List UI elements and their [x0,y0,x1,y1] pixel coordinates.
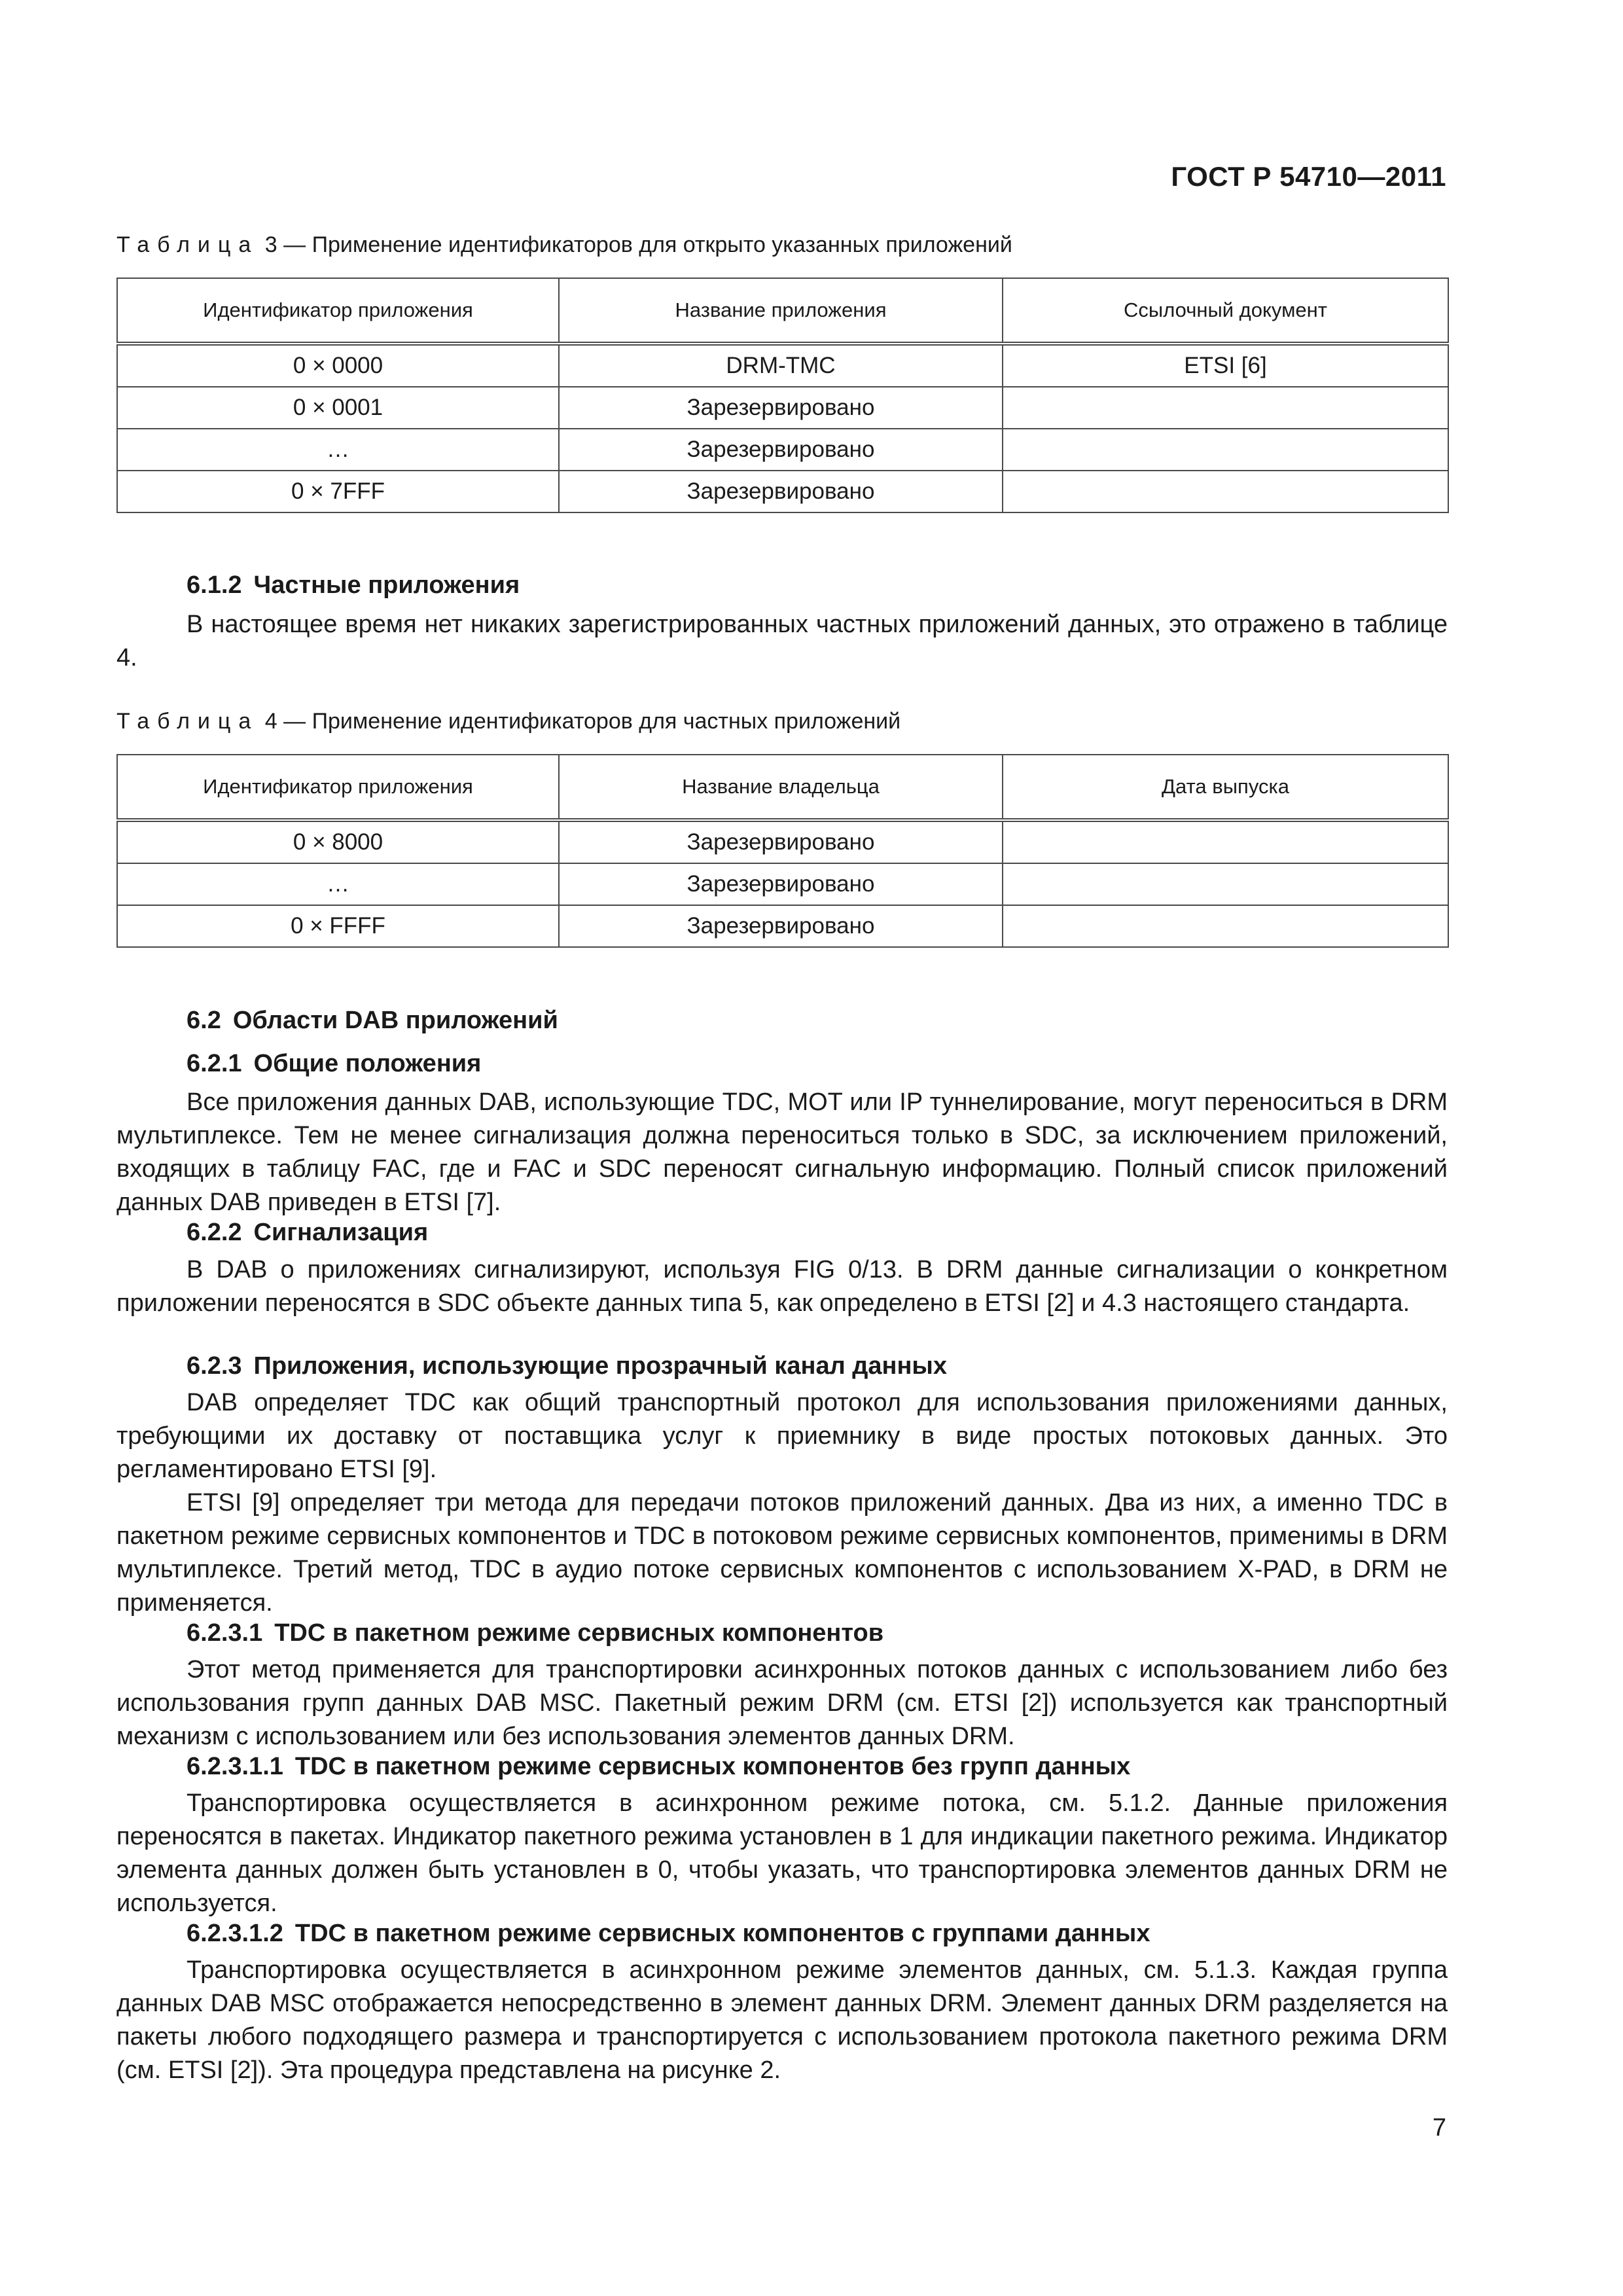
table3-col-3: Ссылочный документ [1003,278,1448,344]
heading-6-2-3-1-2: 6.2.3.1.2 TDC в пакетном режиме сервисных компонентов с группами данных [187,1920,1150,1947]
table-cell [1003,471,1448,512]
table-row [117,471,1448,512]
table-cell: ETSI [6] [1003,344,1448,387]
table-cell: DRM-TMC [559,344,1003,387]
table4-col-3: Дата выпуска [1003,755,1448,820]
table-cell: Зарезервировано [559,429,1003,471]
table4 [116,754,1449,948]
heading-6-1-2: 6.1.2 Частные приложения [187,571,520,599]
paragraph-6-2-3-1-1: Транспортировка осуществляется в асинхронном режиме потока, см. 5.1.2. Данные приложения переносятся в пакетах. Индикатор пакетного режима установлен в 1 для индикации пакетного режима. Индикатор элемента данных должен быть установлен в 0, чтобы указать, что транспортировка элементов данных DRM не используется. [116,1789,1448,1917]
document-code: ГОСТ Р 54710—2011 [1171,161,1446,192]
table-row [117,863,1448,905]
table3-col-2: Название приложения [559,278,1003,344]
heading-6-2-3: 6.2.3 Приложения, использующие прозрачный канал данных [187,1352,948,1380]
table-cell [1003,387,1448,429]
table-cell: 0 × FFFF [117,905,559,947]
table3-col-1: Идентификатор приложения [117,278,559,344]
table-cell: Зарезервировано [559,863,1003,905]
table4-col-2: Название владельца [559,755,1003,820]
table-cell: 0 × 0000 [117,344,559,387]
heading-6-2-3-1-1: 6.2.3.1.1 TDC в пакетном режиме сервисных компонентов без групп данных [187,1753,1131,1780]
table-cell: 0 × 7FFF [117,471,559,512]
table-row [117,820,1448,863]
table4-caption [116,709,901,734]
table-cell [1003,905,1448,947]
table-row [117,387,1448,429]
table-cell [1003,863,1448,905]
table-cell [1003,429,1448,471]
paragraph-6-2-3-1-2: Транспортировка осуществляется в асинхронном режиме элементов данных, см. 5.1.3. Каждая группа данных DAB MSC отображается непосредственно в элемент данных DRM. Элемент данных DRM разделяется на пакеты любого подходящего размера и транспортируется с использованием протокола пакетного режима DRM (см. ETSI [2]). Эта процедура представлена на рисунке 2. [116,1956,1448,2084]
table-cell: Зарезервировано [559,905,1003,947]
heading-6-2-1: 6.2.1 Общие положения [187,1050,482,1077]
heading-6-2: 6.2 Области DAB приложений [187,1007,558,1034]
paragraph-6-2-2: В DAB о приложениях сигнализируют, используя FIG 0/13. В DRM данные сигнализации о конкретном приложении переносятся в SDC объекте данных типа 5, как определено в ETSI [2] и 4.3 настоящего стандарта. [116,1256,1448,1317]
table-row [117,344,1448,387]
table3 [116,278,1449,513]
table-cell: 0 × 8000 [117,820,559,863]
table3-caption-word: Таблица [116,232,259,257]
table-cell: 0 × 0001 [117,387,559,429]
table-cell: Зарезервировано [559,387,1003,429]
table4-caption-text: 4 — Применение идентификаторов для частных приложений [264,709,901,734]
table3-caption [116,232,1012,258]
page-number: 7 [1432,2114,1446,2142]
table-cell: Зарезервировано [559,820,1003,863]
heading-6-2-3-1: 6.2.3.1 TDC в пакетном режиме сервисных компонентов [187,1619,884,1647]
table-row [117,429,1448,471]
table-row [117,905,1448,947]
paragraph-6-2-1: Все приложения данных DAB, использующие TDC, MOT или IP туннелирование, могут переноситься в DRM мультиплексе. Тем не менее сигнализация должна переноситься только в SDC, за исключением приложений, входящих в таблицу FAC, где и FAC и SDC переносят сигнальную информацию. Полный список приложений данных DAB приведен в ETSI [7]. [116,1088,1448,1216]
paragraph-6-1-2: В настоящее время нет никаких зарегистрированных частных приложений данных, это отражено в таблице 4. [116,611,1448,672]
table4-caption-word: Таблица [116,709,259,734]
heading-6-2-2: 6.2.2 Сигнализация [187,1219,429,1246]
table-cell [1003,820,1448,863]
paragraph-6-2-3-a: DAB определяет TDC как общий транспортный протокол для использования приложениями данных, требующими их доставку от поставщика услуг к приемнику в виде простых потоковых данных. Это регламентировано ETSI [9]. [116,1389,1448,1483]
table-header-row [117,278,1448,344]
table-cell: Зарезервировано [559,471,1003,512]
paragraph-6-2-3-b: ETSI [9] определяет три метода для передачи потоков приложений данных. Два из них, а именно TDC в пакетном режиме сервисных компонентов и TDC в потоковом режиме сервисных компонентов, применимы в DRM мультиплексе. Третий метод, TDC в аудио потоке сервисных компонентов с использованием X-PAD, в DRM не применяется. [116,1489,1448,1617]
table-cell: … [117,863,559,905]
paragraph-6-2-3-1: Этот метод применяется для транспортировки асинхронных потоков данных с использованием либо без использования групп данных DAB MSC. Пакетный режим DRM (см. ETSI [2]) используется как транспортный механизм с использованием или без использования элементов данных DRM. [116,1656,1448,1750]
table3-caption-text: 3 — Применение идентификаторов для открыто указанных приложений [264,232,1012,257]
table-header-row [117,755,1448,820]
table4-col-1: Идентификатор приложения [117,755,559,820]
table-cell: … [117,429,559,471]
